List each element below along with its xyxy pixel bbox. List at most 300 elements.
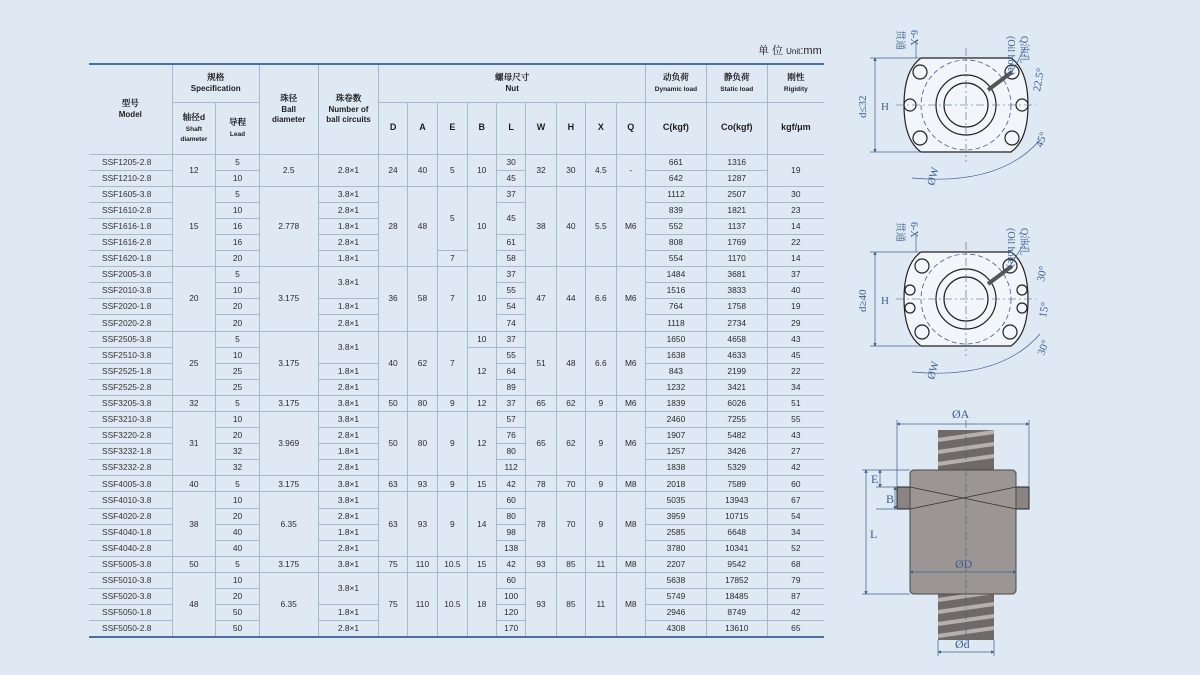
- table-cell: 552: [646, 218, 707, 234]
- table-cell: 42: [767, 605, 824, 621]
- table-cell: 2507: [706, 186, 767, 202]
- table-cell: 2.8×1: [318, 428, 379, 444]
- table-cell: 61: [496, 234, 525, 250]
- table-cell: M8: [616, 492, 645, 556]
- table-cell: 1118: [646, 315, 707, 331]
- table-cell: 2.8×1: [318, 202, 379, 218]
- label-h-2: H: [881, 295, 889, 307]
- table-cell: SSF4010-3.8: [89, 492, 172, 508]
- table-cell: 24: [379, 154, 407, 186]
- table-cell: 20: [216, 589, 260, 605]
- table-cell: 2.8×1: [318, 460, 379, 476]
- table-cell: SSF3232-2.8: [89, 460, 172, 476]
- header-rigidity: 刚性 Rigidity: [767, 64, 824, 102]
- label-thru-1: 6-X: [908, 30, 919, 46]
- table-cell: 5: [216, 556, 260, 572]
- table-cell: 74: [496, 315, 525, 331]
- label-angle-45-a: 45°: [1033, 130, 1051, 150]
- table-cell: 45: [496, 202, 525, 234]
- table-cell: 6.6: [586, 267, 616, 331]
- table-cell: 40: [216, 524, 260, 540]
- table-cell: 2.8×1: [318, 379, 379, 395]
- label-e: E: [871, 472, 879, 486]
- table-cell: 2.8×1: [318, 234, 379, 250]
- table-cell: 9: [438, 412, 467, 476]
- table-cell: 5: [438, 154, 467, 186]
- table-cell: 78: [526, 476, 556, 492]
- table-cell: 32: [172, 395, 216, 411]
- table-cell: 42: [496, 556, 525, 572]
- table-cell: 7589: [706, 476, 767, 492]
- label-w-2: ØW: [925, 359, 942, 381]
- table-cell: SSF1616-1.8: [89, 218, 172, 234]
- table-cell: 5: [216, 395, 260, 411]
- table-cell: 661: [646, 154, 707, 170]
- table-cell: 38: [172, 492, 216, 556]
- table-cell: 1839: [646, 395, 707, 411]
- header-static: 静负荷 Static load: [706, 64, 767, 102]
- table-cell: 1170: [706, 251, 767, 267]
- table-cell: 1.8×1: [318, 524, 379, 540]
- table-cell: 14: [767, 218, 824, 234]
- table-cell: 34: [767, 379, 824, 395]
- table-cell: 48: [172, 572, 216, 636]
- table-cell: 54: [496, 299, 525, 315]
- table-cell: SSF2020-2.8: [89, 315, 172, 331]
- table-cell: 3780: [646, 540, 707, 556]
- table-cell: 10: [216, 412, 260, 428]
- table-cell: 6.6: [586, 331, 616, 395]
- table-cell: SSF5020-3.8: [89, 589, 172, 605]
- table-cell: 65: [767, 621, 824, 637]
- table-cell: 120: [496, 605, 525, 621]
- table-cell: 7: [438, 331, 467, 395]
- table-cell: 2.8×1: [318, 154, 379, 186]
- table-cell: SSF1616-2.8: [89, 234, 172, 250]
- table-cell: 5329: [706, 460, 767, 476]
- header-model: 型号 Model: [89, 64, 172, 154]
- table-cell: 1287: [706, 170, 767, 186]
- table-cell: 50: [379, 412, 407, 476]
- table-cell: SSF1610-2.8: [89, 202, 172, 218]
- table-cell: 50: [379, 395, 407, 411]
- label-d-shaft: Ød: [955, 637, 970, 651]
- table-cell: 9: [438, 395, 467, 411]
- table-cell: 25: [172, 331, 216, 395]
- table-cell: 80: [407, 395, 437, 411]
- label-oil-hole-2: Q油孔: [1018, 228, 1029, 256]
- table-cell: 57: [496, 412, 525, 428]
- label-b: B: [886, 492, 895, 506]
- table-cell: M6: [616, 412, 645, 476]
- header-col-w: W: [526, 102, 556, 154]
- table-cell: 42: [496, 476, 525, 492]
- table-cell: 1.8×1: [318, 299, 379, 315]
- table-cell: SSF2525-1.8: [89, 363, 172, 379]
- table-cell: 34: [767, 524, 824, 540]
- table-cell: 110: [407, 572, 437, 636]
- table-cell: 5: [216, 331, 260, 347]
- table-cell: 40: [407, 154, 437, 186]
- table-cell: 14: [467, 492, 496, 556]
- table-cell: 51: [526, 331, 556, 395]
- table-cell: 9: [586, 476, 616, 492]
- table-cell: 100: [496, 589, 525, 605]
- table-cell: 98: [496, 524, 525, 540]
- table-cell: 20: [216, 508, 260, 524]
- label-angle-30-a: 30°: [1035, 265, 1050, 283]
- table-cell: SSF1205-2.8: [89, 154, 172, 170]
- label-angle-15: 15°: [1037, 301, 1052, 319]
- table-cell: 45: [496, 170, 525, 186]
- table-cell: 170: [496, 621, 525, 637]
- table-cell: 1758: [706, 299, 767, 315]
- table-cell: SSF1605-3.8: [89, 186, 172, 202]
- table-cell: 3833: [706, 283, 767, 299]
- header-col-x: X: [586, 102, 616, 154]
- table-cell: SSF3205-3.8: [89, 395, 172, 411]
- table-cell: 4633: [706, 347, 767, 363]
- table-cell: 75: [379, 556, 407, 572]
- table-cell: 38: [526, 186, 556, 266]
- table-cell: 80: [496, 508, 525, 524]
- table-cell: 3.175: [259, 331, 318, 395]
- table-cell: 2585: [646, 524, 707, 540]
- table-cell: 9: [586, 395, 616, 411]
- table-cell: 3959: [646, 508, 707, 524]
- table-cell: 20: [172, 267, 216, 331]
- table-cell: 1907: [646, 428, 707, 444]
- table-cell: SSF5050-2.8: [89, 621, 172, 637]
- table-cell: 15: [467, 476, 496, 492]
- table-cell: 55: [496, 347, 525, 363]
- table-cell: 7: [438, 251, 467, 267]
- table-cell: 11: [586, 572, 616, 636]
- table-cell: SSF2505-3.8: [89, 331, 172, 347]
- table-cell: 16: [216, 234, 260, 250]
- table-cell: 80: [407, 412, 437, 476]
- table-cell: 16: [216, 218, 260, 234]
- header-spec: 规格 Specification: [172, 64, 259, 102]
- table-cell: 25: [216, 379, 260, 395]
- table-cell: 10: [216, 572, 260, 588]
- table-cell: 3.175: [259, 267, 318, 331]
- table-cell: 1257: [646, 444, 707, 460]
- table-cell: 65: [526, 395, 556, 411]
- table-cell: 4658: [706, 331, 767, 347]
- table-cell: 10341: [706, 540, 767, 556]
- table-cell: 50: [172, 556, 216, 572]
- label-thru-cn-2: 贯通: [894, 222, 905, 242]
- table-cell: 5638: [646, 572, 707, 588]
- table-cell: 10: [216, 347, 260, 363]
- label-d-ge-40: d≥40: [857, 289, 869, 312]
- table-cell: M6: [616, 331, 645, 395]
- table-cell: 13610: [706, 621, 767, 637]
- label-thru-cn-1: 贯通: [894, 30, 905, 50]
- table-cell: 10: [216, 492, 260, 508]
- table-cell: 75: [379, 572, 407, 636]
- table-cell: 28: [379, 186, 407, 266]
- label-thru-2: 6-X: [908, 222, 919, 238]
- table-cell: 554: [646, 251, 707, 267]
- table-cell: 1650: [646, 331, 707, 347]
- table-cell: 68: [767, 556, 824, 572]
- table-cell: 37: [767, 267, 824, 283]
- table-cell: 1638: [646, 347, 707, 363]
- table-cell: 37: [496, 267, 525, 283]
- header-dynamic-unit: C(kgf): [646, 102, 707, 154]
- table-cell: 36: [379, 267, 407, 331]
- table-cell: SSF2005-3.8: [89, 267, 172, 283]
- table-cell: SSF4020-2.8: [89, 508, 172, 524]
- table-cell: M8: [616, 572, 645, 636]
- table-cell: 138: [496, 540, 525, 556]
- table-cell: 93: [526, 556, 556, 572]
- table-cell: 48: [407, 186, 437, 266]
- table-cell: 10715: [706, 508, 767, 524]
- label-h-1: H: [881, 101, 889, 113]
- table-cell: 45: [767, 347, 824, 363]
- header-col-q: Q: [616, 102, 645, 154]
- table-cell: 3.8×1: [318, 492, 379, 508]
- label-l: L: [870, 527, 878, 541]
- table-cell: 642: [646, 170, 707, 186]
- table-cell: 62: [556, 412, 585, 476]
- table-cell: 37: [496, 186, 525, 202]
- table-cell: 5749: [646, 589, 707, 605]
- table-cell: 40: [767, 283, 824, 299]
- table-cell: 5035: [646, 492, 707, 508]
- table-cell: 1.8×1: [318, 605, 379, 621]
- table-cell: 17852: [706, 572, 767, 588]
- table-cell: 30: [767, 186, 824, 202]
- table-cell: 89: [496, 379, 525, 395]
- table-cell: 9: [586, 412, 616, 476]
- table-cell: 79: [767, 572, 824, 588]
- table-cell: 12: [467, 347, 496, 395]
- table-cell: 62: [556, 395, 585, 411]
- table-cell: 3.8×1: [318, 267, 379, 299]
- table-cell: 3.8×1: [318, 331, 379, 363]
- table-cell: 29: [767, 315, 824, 331]
- table-cell: 3681: [706, 267, 767, 283]
- table-cell: 63: [379, 492, 407, 556]
- table-cell: 3.8×1: [318, 395, 379, 411]
- table-cell: M6: [616, 267, 645, 331]
- table-cell: 44: [556, 267, 585, 331]
- table-cell: SSF5010-3.8: [89, 572, 172, 588]
- table-cell: 15: [467, 556, 496, 572]
- table-cell: 37: [496, 395, 525, 411]
- label-oil-hole-1: Q油孔: [1018, 36, 1029, 64]
- table-cell: 1.8×1: [318, 251, 379, 267]
- header-col-b: B: [467, 102, 496, 154]
- table-cell: M6: [616, 395, 645, 411]
- table-cell: 20: [216, 251, 260, 267]
- table-cell: 1.8×1: [318, 363, 379, 379]
- table-cell: 10: [467, 186, 496, 266]
- table-cell: 12: [467, 412, 496, 476]
- table-cell: 15: [172, 186, 216, 266]
- table-cell: 843: [646, 363, 707, 379]
- table-cell: 2.8×1: [318, 508, 379, 524]
- table-cell: 1137: [706, 218, 767, 234]
- table-cell: 2.8×1: [318, 315, 379, 331]
- table-cell: 10.5: [438, 556, 467, 572]
- unit-note: 单 位 Unit:mm: [758, 45, 822, 57]
- table-cell: 4.5: [586, 154, 616, 186]
- table-cell: 30: [556, 154, 585, 186]
- table-cell: 58: [407, 267, 437, 331]
- table-cell: 78: [526, 492, 556, 556]
- table-cell: 64: [496, 363, 525, 379]
- table-cell: 110: [407, 556, 437, 572]
- table-cell: SSF3210-3.8: [89, 412, 172, 428]
- nut-side-view: [897, 420, 1029, 645]
- table-cell: 42: [767, 460, 824, 476]
- table-cell: SSF2510-3.8: [89, 347, 172, 363]
- table-cell: 2.8×1: [318, 540, 379, 556]
- table-cell: 85: [556, 572, 585, 636]
- table-cell: 5: [216, 186, 260, 202]
- table-cell: 8749: [706, 605, 767, 621]
- table-cell: SSF3220-2.8: [89, 428, 172, 444]
- table-cell: M8: [616, 556, 645, 572]
- table-cell: 6026: [706, 395, 767, 411]
- table-cell: 7255: [706, 412, 767, 428]
- table-cell: 22: [767, 363, 824, 379]
- table-cell: 1.8×1: [318, 444, 379, 460]
- header-nut: 螺母尺寸 Nut: [379, 64, 646, 102]
- table-cell: 839: [646, 202, 707, 218]
- table-cell: 1821: [706, 202, 767, 218]
- table-cell: 12: [172, 154, 216, 186]
- table-cell: 6648: [706, 524, 767, 540]
- label-angle-30-b: 30°: [1035, 338, 1053, 358]
- table-cell: 18485: [706, 589, 767, 605]
- header-circuits: 珠卷数 Number of ball circuits: [318, 64, 379, 154]
- label-oil-hole-en-1: (Oil hole): [1005, 36, 1016, 76]
- table-cell: 5: [216, 154, 260, 170]
- table-cell: 19: [767, 299, 824, 315]
- table-cell: 1232: [646, 379, 707, 395]
- table-cell: 1316: [706, 154, 767, 170]
- table-cell: 43: [767, 428, 824, 444]
- table-cell: 1838: [646, 460, 707, 476]
- table-cell: 23: [767, 202, 824, 218]
- table-cell: SSF4040-1.8: [89, 524, 172, 540]
- table-cell: 9542: [706, 556, 767, 572]
- table-cell: 3426: [706, 444, 767, 460]
- table-cell: 37: [496, 331, 525, 347]
- header-col-d: D: [379, 102, 407, 154]
- table-cell: 1516: [646, 283, 707, 299]
- header-dynamic: 动负荷 Dynamic load: [646, 64, 707, 102]
- label-d-outer: ØD: [955, 557, 973, 571]
- table-cell: 54: [767, 508, 824, 524]
- table-cell: 25: [216, 363, 260, 379]
- table-cell: 2.8×1: [318, 621, 379, 637]
- table-cell: -: [616, 154, 645, 186]
- table-cell: 31: [172, 412, 216, 476]
- table-cell: 67: [767, 492, 824, 508]
- table-cell: 2199: [706, 363, 767, 379]
- table-cell: 10: [467, 154, 496, 186]
- table-cell: 30: [496, 154, 525, 170]
- table-cell: 3.175: [259, 395, 318, 411]
- header-col-l: L: [496, 102, 525, 154]
- table-cell: 22: [767, 234, 824, 250]
- table-cell: SSF5005-3.8: [89, 556, 172, 572]
- table-cell: 50: [216, 621, 260, 637]
- table-cell: 9: [438, 492, 467, 556]
- table-cell: 20: [216, 315, 260, 331]
- table-cell: 65: [526, 412, 556, 476]
- table-cell: 10: [467, 331, 496, 347]
- table-cell: 10: [216, 202, 260, 218]
- table-cell: 10: [216, 283, 260, 299]
- table-cell: 93: [407, 476, 437, 492]
- table-cell: SSF2010-3.8: [89, 283, 172, 299]
- table-cell: 7: [438, 267, 467, 331]
- table-cell: 6.35: [259, 492, 318, 556]
- table-cell: 1484: [646, 267, 707, 283]
- header-static-unit: Co(kgf): [706, 102, 767, 154]
- table-cell: 808: [646, 234, 707, 250]
- table-cell: 3421: [706, 379, 767, 395]
- table-cell: 63: [379, 476, 407, 492]
- table-cell: 85: [556, 556, 585, 572]
- header-ball: 珠径 Ball diameter: [259, 64, 318, 154]
- table-cell: 93: [407, 492, 437, 556]
- table-cell: 58: [496, 251, 525, 267]
- table-cell: SSF4005-3.8: [89, 476, 172, 492]
- table-cell: 2460: [646, 412, 707, 428]
- table-cell: M8: [616, 476, 645, 492]
- table-cell: 3.8×1: [318, 186, 379, 202]
- table-cell: 47: [526, 267, 556, 331]
- table-cell: 40: [556, 186, 585, 266]
- table-cell: 3.8×1: [318, 556, 379, 572]
- table-cell: 2734: [706, 315, 767, 331]
- table-cell: M6: [616, 186, 645, 266]
- table-cell: 80: [496, 444, 525, 460]
- table-cell: 10: [467, 267, 496, 331]
- table-cell: 10: [216, 170, 260, 186]
- table-cell: 87: [767, 589, 824, 605]
- table-cell: 32: [526, 154, 556, 186]
- table-cell: 3.8×1: [318, 412, 379, 428]
- table-cell: 18: [467, 572, 496, 636]
- label-oil-hole-en-2: (Oil hole): [1005, 228, 1016, 268]
- table-cell: 32: [216, 460, 260, 476]
- table-cell: 51: [767, 395, 824, 411]
- table-cell: 764: [646, 299, 707, 315]
- table-cell: 112: [496, 460, 525, 476]
- table-cell: 11: [586, 556, 616, 572]
- table-cell: 2207: [646, 556, 707, 572]
- table-cell: 52: [767, 540, 824, 556]
- table-cell: 20: [216, 428, 260, 444]
- table-cell: SSF5050-1.8: [89, 605, 172, 621]
- table-cell: 32: [216, 444, 260, 460]
- table-cell: SSF1620-1.8: [89, 251, 172, 267]
- header-col-a: A: [407, 102, 437, 154]
- label-d-le-32: d≤32: [857, 95, 869, 118]
- table-cell: 3.969: [259, 412, 318, 476]
- header-col-e: E: [438, 102, 467, 154]
